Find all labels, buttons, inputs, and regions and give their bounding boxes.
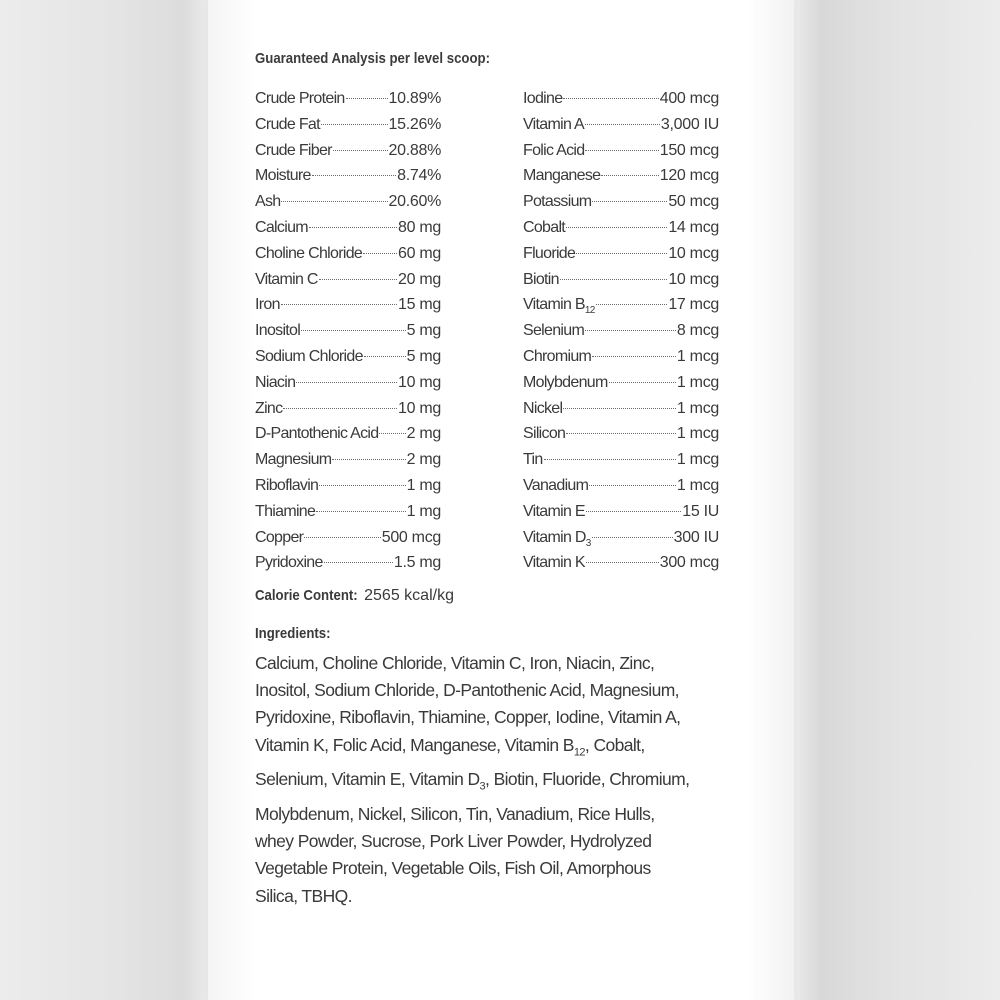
nutrient-row <box>255 215 441 241</box>
nutrient-name: Calcium <box>255 218 308 236</box>
nutrient-row <box>255 267 441 293</box>
dot-leader <box>585 330 676 331</box>
dot-leader <box>333 150 388 151</box>
nutrient-name: Cobalt <box>523 218 566 236</box>
nutrient-name: Niacin <box>255 373 296 391</box>
ingredient-text: Calcium, Choline Chloride, Vitamin C, Iron, Niacin, Zinc, <box>255 653 655 673</box>
nutrient-name: Silicon <box>523 425 566 443</box>
nutrient-row <box>523 421 719 447</box>
nutrient-name: Sodium Chloride <box>255 347 363 365</box>
nutrient-row <box>255 499 441 525</box>
dot-leader <box>563 408 676 409</box>
ingredients-line <box>255 732 760 767</box>
nutrient-value: 10.89% <box>388 90 441 107</box>
nutrient-row <box>255 163 441 189</box>
calorie-content <box>255 584 755 608</box>
nutrient-name: Vitamin C <box>255 270 318 288</box>
nutrient-value: 15 IU <box>682 502 719 520</box>
nutrient-value: 20.60% <box>388 193 441 211</box>
dot-leader <box>321 124 388 125</box>
nutrient-value: 2 mg <box>406 451 441 469</box>
nutrient-value: 300 IU <box>673 528 719 546</box>
nutrient-row <box>523 138 719 164</box>
nutrient-value: 1 mcg <box>676 347 719 365</box>
nutrient-row <box>523 86 719 112</box>
dot-leader <box>283 408 397 409</box>
nutrient-name: Folic Acid <box>523 141 585 159</box>
bottle-edge-right <box>790 0 1000 1000</box>
dot-leader <box>601 175 658 176</box>
dot-leader <box>592 201 667 202</box>
nutrient-value: 3,000 IU <box>660 115 719 133</box>
nutrient-name: Choline Chloride <box>255 244 363 262</box>
analysis-left-column <box>255 86 441 576</box>
dot-leader <box>586 511 681 512</box>
dot-leader <box>563 98 658 99</box>
nutrient-row <box>255 370 441 396</box>
dot-leader <box>296 382 397 383</box>
nutrient-name: Vitamin $D_3$ <box>523 528 591 549</box>
dot-leader <box>560 279 668 280</box>
ingredients-list <box>255 650 760 910</box>
nutrient-value: 20.88% <box>388 141 441 159</box>
nutrient-name: D-Pantothenic Acid <box>255 425 379 443</box>
nutrient-name: Vanadium <box>523 476 589 494</box>
dot-leader <box>609 382 676 383</box>
nutrient-value: 5 mg <box>406 322 441 340</box>
nutrient-row <box>255 292 441 318</box>
nutrient-value: 60 mg <box>398 244 441 262</box>
nutrient-row <box>255 318 441 344</box>
nutrient-row <box>255 421 441 447</box>
nutrient-row <box>255 473 441 499</box>
dot-leader <box>589 485 676 486</box>
nutrient-name: Selenium <box>523 322 585 340</box>
ingredient-text: Molybdenum, Nickel, Silicon, Tin, Vanadium, Rice Hulls, <box>255 804 655 825</box>
guaranteed-analysis-heading: Guaranteed Analysis per level scoop: <box>255 50 491 67</box>
nutrient-row <box>523 396 719 422</box>
ingredient-subscript: 12 <box>573 746 585 759</box>
nutrient-row <box>255 447 441 473</box>
dot-leader <box>576 253 667 254</box>
dot-leader <box>281 201 387 202</box>
nutrient-value: 1 mcg <box>676 399 719 417</box>
nutrient-value: 1 mg <box>406 476 441 494</box>
nutrient-value: 1 mcg <box>676 373 719 391</box>
ingredients-line <box>255 855 760 882</box>
nutrient-row <box>523 525 719 551</box>
nutrient-name: Inositol <box>255 322 301 340</box>
nutrient-name: Vitamin E <box>523 502 585 520</box>
ingredients-line <box>255 883 760 910</box>
dot-leader <box>301 330 406 331</box>
ingredient-text: whey Powder, Sucrose, Pork Liver Powder, Hydrolyzed <box>255 831 652 852</box>
dot-leader <box>309 227 397 228</box>
ingredient-text: Vegetable Protein, Vegetable Oils, Fish Oil, Amorphous <box>255 858 651 879</box>
bottle-edge-left <box>0 0 215 1000</box>
nutrient-subscript: 12 <box>584 305 595 317</box>
dot-leader <box>379 433 405 434</box>
nutrient-value: 120 mcg <box>659 167 719 185</box>
dot-leader <box>363 253 397 254</box>
nutrient-name: Vitamin A <box>523 115 584 133</box>
nutrient-value: 400 mcg <box>659 90 719 107</box>
ingredient-text: , Cobalt, <box>584 734 645 755</box>
dot-leader <box>592 537 673 538</box>
nutrient-row <box>523 550 719 576</box>
ingredients-line <box>255 650 760 677</box>
nutrient-value: 8 mcg <box>676 322 719 340</box>
dot-leader <box>346 98 388 99</box>
calorie-label: Calorie Content: <box>255 587 358 604</box>
nutrient-row <box>523 292 719 318</box>
nutrient-value: 80 mg <box>398 218 441 236</box>
analysis-table <box>255 86 755 572</box>
nutrient-name: Crude Fat <box>255 115 320 133</box>
dot-leader <box>585 150 658 151</box>
nutrient-value: 50 mcg <box>668 193 719 211</box>
nutrient-value: 1 mcg <box>676 451 719 469</box>
nutrient-name: Chromium <box>523 347 592 365</box>
nutrient-name: Fluoride <box>523 244 576 262</box>
dot-leader <box>592 356 676 357</box>
nutrient-row <box>523 499 719 525</box>
ingredients-line <box>255 801 760 828</box>
dot-leader <box>566 433 676 434</box>
dot-leader <box>364 356 406 357</box>
nutrient-row <box>255 550 441 576</box>
dot-leader <box>586 562 659 563</box>
nutrient-value: 10 mg <box>398 399 441 417</box>
label-content <box>255 48 755 910</box>
nutrient-row <box>255 112 441 138</box>
nutrient-value: 300 mcg <box>659 554 719 572</box>
nutrient-value: 8.74% <box>397 167 441 185</box>
nutrient-name: Tin <box>523 451 543 469</box>
nutrient-name: Vitamin $B_{12}$ <box>523 296 595 317</box>
dot-leader <box>585 124 660 125</box>
nutrient-value: 5 mg <box>406 347 441 365</box>
dot-leader <box>596 304 668 305</box>
nutrient-value: 10 mcg <box>668 244 719 262</box>
nutrient-value: 10 mcg <box>668 270 719 288</box>
dot-leader <box>544 459 676 460</box>
nutrient-row <box>255 344 441 370</box>
nutrient-row <box>523 318 719 344</box>
nutrient-row <box>523 112 719 138</box>
nutrient-name: Riboflavin <box>255 476 319 494</box>
nutrient-row <box>255 241 441 267</box>
ingredients-line <box>255 828 760 855</box>
nutrient-name: Pyridoxine <box>255 554 323 572</box>
nutrient-name: Nickel <box>523 399 563 417</box>
dot-leader <box>319 485 405 486</box>
analysis-right-column <box>523 86 719 576</box>
ingredient-text: , Biotin, Fluoride, Chromium, <box>485 769 690 790</box>
nutrient-row <box>255 86 441 112</box>
nutrient-row <box>523 189 719 215</box>
nutrient-row <box>523 241 719 267</box>
nutrient-value: 1 mg <box>406 502 441 520</box>
ingredients-heading: Ingredients: <box>255 625 331 642</box>
nutrient-name: Biotin <box>523 270 559 288</box>
nutrient-name: Ash <box>255 193 281 211</box>
ingredient-text: Inositol, Sodium Chloride, D-Pantothenic Acid, Magnesium, <box>255 680 679 701</box>
ingredients-line <box>255 677 760 704</box>
dot-leader <box>312 175 396 176</box>
nutrient-name: Thiamine <box>255 502 316 520</box>
dot-leader <box>304 537 380 538</box>
nutrient-value: 1 mcg <box>676 425 719 443</box>
nutrient-name: Manganese <box>523 167 601 185</box>
nutrient-row <box>523 370 719 396</box>
nutrient-value: 20 mg <box>398 270 441 288</box>
nutrient-value: 15 mg <box>398 296 441 314</box>
nutrient-name: Potassium <box>523 193 592 211</box>
nutrient-name: Crude Fiber <box>255 141 332 159</box>
nutrient-name: Vitamin K <box>523 554 585 572</box>
ingredients-line <box>255 766 760 801</box>
nutrient-value: 150 mcg <box>659 141 719 159</box>
nutrient-value: 2 mg <box>406 425 441 443</box>
nutrient-row <box>523 344 719 370</box>
nutrient-value: 1.5 mg <box>393 554 441 572</box>
nutrient-subscript: 3 <box>585 537 591 549</box>
dot-leader <box>566 227 667 228</box>
dot-leader <box>281 304 397 305</box>
nutrient-row <box>523 447 719 473</box>
nutrient-row <box>523 215 719 241</box>
calorie-value: 2565 kcal/kg <box>364 587 454 604</box>
nutrient-value: 10 mg <box>398 373 441 391</box>
nutrient-name: Zinc <box>255 399 283 417</box>
ingredient-subscript: 3 <box>479 780 486 793</box>
dot-leader <box>324 562 393 563</box>
nutrient-value: 1 mcg <box>676 476 719 494</box>
nutrient-name: Copper <box>255 528 304 546</box>
nutrient-value: 17 mcg <box>668 296 719 314</box>
nutrient-name: Iron <box>255 296 280 314</box>
nutrient-row <box>255 138 441 164</box>
dot-leader <box>316 511 405 512</box>
ingredient-text: Pyridoxine, Riboflavin, Thiamine, Copper, Iodine, Vitamin A, <box>255 707 681 728</box>
nutrient-name: Crude Protein <box>255 90 345 107</box>
nutrient-value: 14 mcg <box>668 218 719 236</box>
nutrient-row <box>255 396 441 422</box>
nutrient-row <box>523 473 719 499</box>
nutrient-row <box>523 163 719 189</box>
nutrient-name: Magnesium <box>255 451 332 469</box>
nutrient-name: Moisture <box>255 167 311 185</box>
dot-leader <box>332 459 405 460</box>
nutrient-row <box>523 267 719 293</box>
ingredients-line <box>255 704 760 731</box>
dot-leader <box>319 279 397 280</box>
nutrient-row <box>255 525 441 551</box>
nutrient-name: Iodine <box>523 90 563 107</box>
nutrient-name: Molybdenum <box>523 373 608 391</box>
nutrient-value: 500 mcg <box>381 528 441 546</box>
ingredient-text: Selenium, Vitamin E, Vitamin D <box>255 769 480 790</box>
nutrient-row <box>255 189 441 215</box>
ingredient-text: Silica, TBHQ. <box>255 885 352 906</box>
nutrient-value: 15.26% <box>388 115 441 133</box>
ingredient-text: Vitamin K, Folic Acid, Manganese, Vitamin B <box>255 734 574 755</box>
